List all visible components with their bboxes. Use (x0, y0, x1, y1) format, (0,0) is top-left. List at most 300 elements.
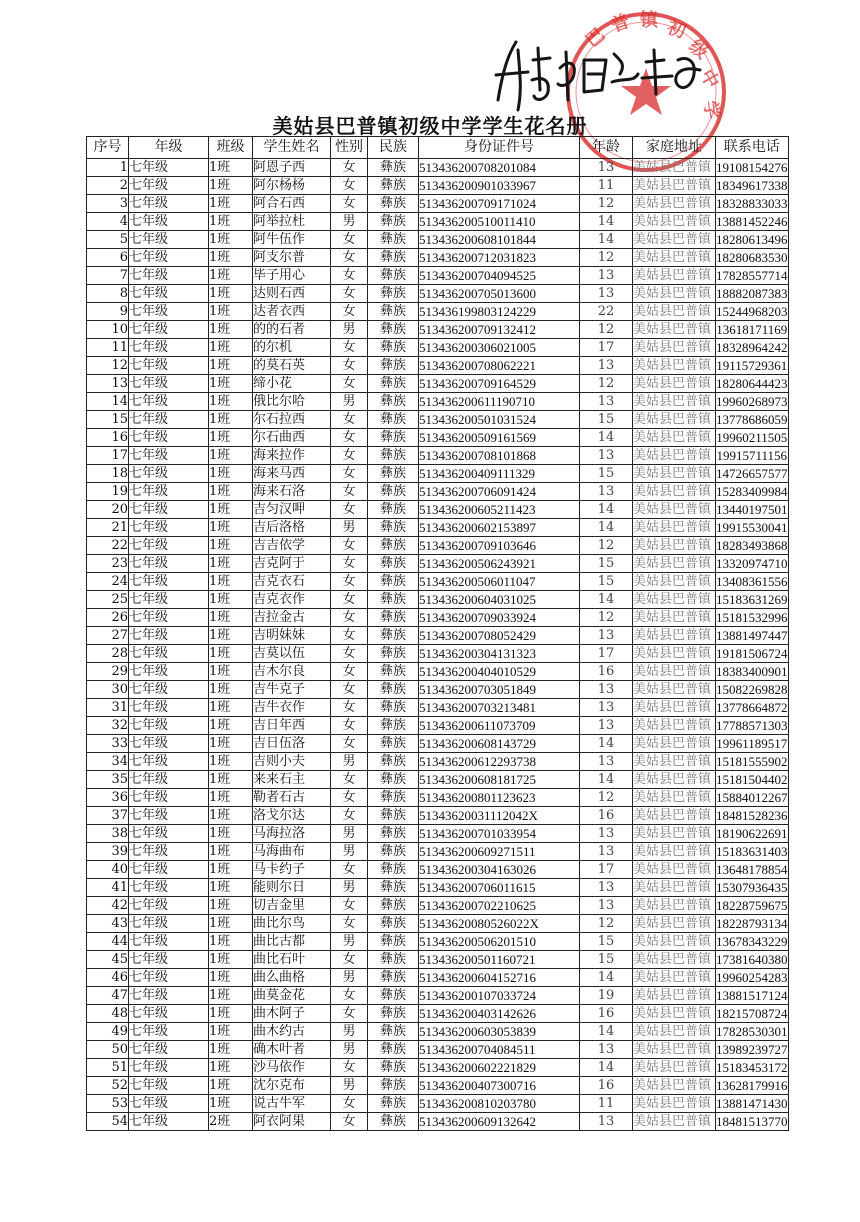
age-cell: 13 (580, 825, 633, 843)
phone-cell: 19181506724 (716, 646, 788, 661)
table-row (87, 411, 789, 429)
class-cell: 1班 (209, 321, 253, 339)
age-cell: 16 (580, 663, 633, 681)
id-number-cell: 513436200709171024 (419, 195, 580, 213)
table-row (87, 735, 789, 753)
home-address-cell: 美姑县巴普镇 (633, 1041, 716, 1059)
ethnicity-cell: 彝族 (368, 627, 419, 645)
sex-cell: 女 (331, 573, 368, 591)
row-number: 11 (87, 339, 129, 357)
home-address-cell: 美姑县巴普镇 (633, 519, 716, 537)
table-row (87, 645, 789, 663)
table-row (87, 879, 789, 897)
student-name-cell: 的尔机 (253, 339, 331, 357)
handwritten-signature (488, 30, 708, 120)
class-cell: 1班 (209, 987, 253, 1005)
student-name-cell: 吉牛衣作 (253, 699, 331, 717)
grade-cell: 七年级 (129, 357, 209, 375)
row-number: 10 (87, 321, 129, 339)
row-number: 39 (87, 843, 129, 861)
grade-cell: 七年级 (129, 1077, 209, 1095)
row-number: 34 (87, 753, 129, 771)
ethnicity-cell: 彝族 (368, 591, 419, 609)
sex-cell: 女 (331, 717, 368, 735)
phone-cell: 15244968203 (716, 304, 788, 319)
grade-cell: 七年级 (129, 969, 209, 987)
table-row (87, 1095, 789, 1113)
class-cell: 1班 (209, 1077, 253, 1095)
home-address-cell: 美姑县巴普镇 (633, 591, 716, 609)
student-name-cell: 阿牛伍作 (253, 231, 331, 249)
grade-cell: 七年级 (129, 1041, 209, 1059)
id-number-cell: 513436200706011615 (419, 879, 580, 897)
grade-cell: 七年级 (129, 411, 209, 429)
ethnicity-cell: 彝族 (368, 753, 419, 771)
student-name-cell: 缔小花 (253, 375, 331, 393)
grade-cell: 七年级 (129, 573, 209, 591)
ethnicity-cell: 彝族 (368, 1041, 419, 1059)
svg-text:巴: 巴 (581, 24, 610, 52)
table-row (87, 627, 789, 645)
table-body (87, 159, 789, 1131)
student-name-cell: 吉莫以伍 (253, 645, 331, 663)
age-cell: 13 (580, 897, 633, 915)
home-address-cell: 美姑县巴普镇 (633, 735, 716, 753)
student-name-cell: 切吉金里 (253, 897, 331, 915)
class-cell: 1班 (209, 375, 253, 393)
table-row (87, 285, 789, 303)
ethnicity-cell: 彝族 (368, 411, 419, 429)
row-number: 20 (87, 501, 129, 519)
row-number: 30 (87, 681, 129, 699)
student-name-cell: 毕子用心 (253, 267, 331, 285)
table-row (87, 555, 789, 573)
class-cell: 1班 (209, 519, 253, 537)
row-number: 15 (87, 411, 129, 429)
home-address-cell: 美姑县巴普镇 (633, 465, 716, 483)
id-number-cell: 513436200506243921 (419, 555, 580, 573)
row-number: 5 (87, 231, 129, 249)
student-name-cell: 吉则小夫 (253, 753, 331, 771)
sex-cell: 女 (331, 537, 368, 555)
row-number: 44 (87, 933, 129, 951)
phone-cell: 13320974710 (716, 556, 788, 571)
sex-cell: 女 (331, 1113, 368, 1131)
ethnicity-cell: 彝族 (368, 897, 419, 915)
table-row (87, 231, 789, 249)
id-number-cell: 513436200611190710 (419, 393, 580, 411)
home-address-cell: 美姑县巴普镇 (633, 231, 716, 249)
ethnicity-cell: 彝族 (368, 663, 419, 681)
row-number: 32 (87, 717, 129, 735)
home-address-cell: 美姑县巴普镇 (633, 213, 716, 231)
grade-cell: 七年级 (129, 987, 209, 1005)
student-name-cell: 吉木尔良 (253, 663, 331, 681)
table-row (87, 465, 789, 483)
ethnicity-cell: 彝族 (368, 1023, 419, 1041)
id-number-cell: 513436200708101868 (419, 447, 580, 465)
phone-cell: 18190622691 (716, 826, 788, 841)
student-name-cell: 曲么曲格 (253, 969, 331, 987)
ethnicity-cell: 彝族 (368, 1095, 419, 1113)
ethnicity-cell: 彝族 (368, 573, 419, 591)
age-cell: 12 (580, 195, 633, 213)
row-number: 23 (87, 555, 129, 573)
class-cell: 1班 (209, 663, 253, 681)
column-header: 家庭地址 (633, 137, 716, 159)
home-address-cell: 美姑县巴普镇 (633, 285, 716, 303)
ethnicity-cell: 彝族 (368, 267, 419, 285)
home-address-cell: 美姑县巴普镇 (633, 825, 716, 843)
row-number: 7 (87, 267, 129, 285)
student-name-cell: 阿支尔普 (253, 249, 331, 267)
class-cell: 1班 (209, 933, 253, 951)
home-address-cell: 美姑县巴普镇 (633, 483, 716, 501)
age-cell: 12 (580, 375, 633, 393)
student-name-cell: 尔石曲西 (253, 429, 331, 447)
id-number-cell: 513436200605211423 (419, 501, 580, 519)
sex-cell: 女 (331, 447, 368, 465)
age-cell: 13 (580, 717, 633, 735)
student-name-cell: 曲比石叶 (253, 951, 331, 969)
id-number-cell: 513436200705013600 (419, 285, 580, 303)
table-row (87, 303, 789, 321)
age-cell: 12 (580, 249, 633, 267)
home-address-cell: 美姑县巴普镇 (633, 195, 716, 213)
ethnicity-cell: 彝族 (368, 609, 419, 627)
row-number: 53 (87, 1095, 129, 1113)
student-name-cell: 吉克阿于 (253, 555, 331, 573)
id-number-cell: 513436200602221829 (419, 1059, 580, 1077)
sex-cell: 男 (331, 879, 368, 897)
student-name-cell: 马海曲布 (253, 843, 331, 861)
grade-cell: 七年级 (129, 951, 209, 969)
table-row (87, 1077, 789, 1095)
sex-cell: 女 (331, 627, 368, 645)
ethnicity-cell: 彝族 (368, 249, 419, 267)
table-row (87, 591, 789, 609)
row-number: 28 (87, 645, 129, 663)
class-cell: 1班 (209, 465, 253, 483)
id-number-cell: 513436200703051849 (419, 681, 580, 699)
sex-cell: 男 (331, 825, 368, 843)
class-cell: 1班 (209, 681, 253, 699)
grade-cell: 七年级 (129, 393, 209, 411)
phone-cell: 18280683530 (716, 250, 788, 265)
ethnicity-cell: 彝族 (368, 969, 419, 987)
class-cell: 1班 (209, 411, 253, 429)
student-name-cell: 洛戈尔达 (253, 807, 331, 825)
home-address-cell: 美姑县巴普镇 (633, 699, 716, 717)
ethnicity-cell: 彝族 (368, 717, 419, 735)
ethnicity-cell: 彝族 (368, 213, 419, 231)
id-number-cell: 513436200510011410 (419, 213, 580, 231)
phone-cell: 13881471430 (716, 1096, 788, 1111)
class-cell: 1班 (209, 573, 253, 591)
home-address-cell: 美姑县巴普镇 (633, 267, 716, 285)
table-row (87, 897, 789, 915)
grade-cell: 七年级 (129, 249, 209, 267)
phone-cell: 15283409984 (716, 484, 788, 499)
row-number: 51 (87, 1059, 129, 1077)
phone-cell: 13628179916 (716, 1078, 788, 1093)
sex-cell: 女 (331, 375, 368, 393)
home-address-cell: 美姑县巴普镇 (633, 987, 716, 1005)
student-roster-table (86, 136, 789, 1131)
id-number-cell: 513436200702210625 (419, 897, 580, 915)
home-address-cell: 美姑县巴普镇 (633, 321, 716, 339)
class-cell: 1班 (209, 627, 253, 645)
row-number: 9 (87, 303, 129, 321)
home-address-cell: 美姑县巴普镇 (633, 177, 716, 195)
row-number: 35 (87, 771, 129, 789)
table-row (87, 1113, 789, 1131)
ethnicity-cell: 彝族 (368, 321, 419, 339)
age-cell: 14 (580, 231, 633, 249)
student-name-cell: 海来马西 (253, 465, 331, 483)
phone-cell: 13881497447 (716, 628, 788, 643)
table-row (87, 933, 789, 951)
svg-text:中: 中 (695, 66, 723, 93)
ethnicity-cell: 彝族 (368, 951, 419, 969)
table-row (87, 861, 789, 879)
id-number-cell: 513436200801123623 (419, 789, 580, 807)
class-cell: 1班 (209, 897, 253, 915)
ethnicity-cell: 彝族 (368, 465, 419, 483)
grade-cell: 七年级 (129, 645, 209, 663)
class-cell: 1班 (209, 393, 253, 411)
student-name-cell: 吉吉依学 (253, 537, 331, 555)
sex-cell: 男 (331, 969, 368, 987)
class-cell: 1班 (209, 195, 253, 213)
home-address-cell: 美姑县巴普镇 (633, 753, 716, 771)
svg-text:初: 初 (664, 16, 689, 43)
sex-cell: 女 (331, 1095, 368, 1113)
phone-cell: 13881452246 (716, 214, 788, 229)
student-name-cell: 阿衣阿果 (253, 1113, 331, 1131)
column-header: 年级 (129, 137, 209, 159)
phone-cell: 18383400901 (716, 664, 788, 679)
student-name-cell: 说古牛军 (253, 1095, 331, 1113)
grade-cell: 七年级 (129, 663, 209, 681)
home-address-cell: 美姑县巴普镇 (633, 249, 716, 267)
age-cell: 14 (580, 429, 633, 447)
class-cell: 1班 (209, 1041, 253, 1059)
table-row (87, 807, 789, 825)
home-address-cell: 美姑县巴普镇 (633, 879, 716, 897)
phone-cell: 13881517124 (716, 988, 788, 1003)
row-number: 8 (87, 285, 129, 303)
sex-cell: 女 (331, 645, 368, 663)
ethnicity-cell: 彝族 (368, 483, 419, 501)
table-row (87, 789, 789, 807)
home-address-cell: 美姑县巴普镇 (633, 1005, 716, 1023)
phone-cell: 18328964242 (716, 340, 788, 355)
class-cell: 1班 (209, 753, 253, 771)
id-number-cell: 513436200501031524 (419, 411, 580, 429)
id-number-cell: 513436200704084511 (419, 1041, 580, 1059)
sex-cell: 男 (331, 393, 368, 411)
grade-cell: 七年级 (129, 699, 209, 717)
ethnicity-cell: 彝族 (368, 1113, 419, 1131)
phone-cell: 15181532996 (716, 610, 788, 625)
sex-cell: 男 (331, 519, 368, 537)
student-name-cell: 阿合石西 (253, 195, 331, 213)
home-address-cell: 美姑县巴普镇 (633, 537, 716, 555)
table-row (87, 915, 789, 933)
ethnicity-cell: 彝族 (368, 843, 419, 861)
class-cell: 1班 (209, 483, 253, 501)
sex-cell: 女 (331, 591, 368, 609)
sex-cell: 女 (331, 357, 368, 375)
home-address-cell: 美姑县巴普镇 (633, 375, 716, 393)
row-number: 46 (87, 969, 129, 987)
grade-cell: 七年级 (129, 159, 209, 177)
class-cell: 1班 (209, 645, 253, 663)
age-cell: 13 (580, 357, 633, 375)
grade-cell: 七年级 (129, 231, 209, 249)
student-name-cell: 勒者石古 (253, 789, 331, 807)
grade-cell: 七年级 (129, 933, 209, 951)
id-number-cell: 513436200306021005 (419, 339, 580, 357)
class-cell: 1班 (209, 771, 253, 789)
sex-cell: 女 (331, 735, 368, 753)
sex-cell: 女 (331, 465, 368, 483)
grade-cell: 七年级 (129, 213, 209, 231)
age-cell: 12 (580, 609, 633, 627)
home-address-cell: 美姑县巴普镇 (633, 915, 716, 933)
id-number-cell: 513436200404010529 (419, 663, 580, 681)
table-row (87, 717, 789, 735)
row-number: 13 (87, 375, 129, 393)
phone-cell: 18882087383 (716, 286, 788, 301)
table-row (87, 177, 789, 195)
age-cell: 16 (580, 807, 633, 825)
class-cell: 1班 (209, 159, 253, 177)
row-number: 31 (87, 699, 129, 717)
table-row (87, 321, 789, 339)
grade-cell: 七年级 (129, 771, 209, 789)
row-number: 38 (87, 825, 129, 843)
sex-cell: 男 (331, 1077, 368, 1095)
age-cell: 15 (580, 555, 633, 573)
svg-text:普: 普 (608, 10, 633, 37)
home-address-cell: 美姑县巴普镇 (633, 645, 716, 663)
id-number-cell: 513436200409111329 (419, 465, 580, 483)
sex-cell: 女 (331, 231, 368, 249)
phone-cell: 17828557714 (716, 268, 788, 283)
svg-text:镇: 镇 (640, 10, 658, 31)
class-cell: 1班 (209, 807, 253, 825)
column-header: 性别 (331, 137, 368, 159)
student-name-cell: 吉克衣作 (253, 591, 331, 609)
table-row (87, 771, 789, 789)
phone-cell: 17788571303 (716, 718, 788, 733)
table-row (87, 519, 789, 537)
table-row (87, 537, 789, 555)
table-row (87, 699, 789, 717)
age-cell: 13 (580, 681, 633, 699)
id-number-cell: 513436200609271511 (419, 843, 580, 861)
sex-cell: 女 (331, 897, 368, 915)
grade-cell: 七年级 (129, 519, 209, 537)
age-cell: 15 (580, 411, 633, 429)
class-cell: 1班 (209, 267, 253, 285)
home-address-cell: 美姑县巴普镇 (633, 771, 716, 789)
age-cell: 16 (580, 1005, 633, 1023)
age-cell: 14 (580, 1023, 633, 1041)
ethnicity-cell: 彝族 (368, 861, 419, 879)
id-number-cell: 513436200603053839 (419, 1023, 580, 1041)
column-header: 民族 (368, 137, 419, 159)
home-address-cell: 美姑县巴普镇 (633, 447, 716, 465)
row-number: 12 (87, 357, 129, 375)
ethnicity-cell: 彝族 (368, 681, 419, 699)
table-row (87, 339, 789, 357)
student-name-cell: 尔石拉西 (253, 411, 331, 429)
row-number: 6 (87, 249, 129, 267)
sex-cell: 女 (331, 987, 368, 1005)
grade-cell: 七年级 (129, 501, 209, 519)
ethnicity-cell: 彝族 (368, 501, 419, 519)
home-address-cell: 美姑县巴普镇 (633, 609, 716, 627)
id-number-cell: 513436200708062221 (419, 357, 580, 375)
class-cell: 1班 (209, 735, 253, 753)
phone-cell: 15181555902 (716, 754, 788, 769)
sex-cell: 女 (331, 1059, 368, 1077)
class-cell: 1班 (209, 789, 253, 807)
home-address-cell: 美姑县巴普镇 (633, 897, 716, 915)
table-row (87, 357, 789, 375)
class-cell: 1班 (209, 861, 253, 879)
home-address-cell: 美姑县巴普镇 (633, 1059, 716, 1077)
grade-cell: 七年级 (129, 267, 209, 285)
phone-cell: 18349617338 (716, 178, 788, 193)
id-number-cell: 513436200709033924 (419, 609, 580, 627)
class-cell: 1班 (209, 231, 253, 249)
student-name-cell: 海来拉作 (253, 447, 331, 465)
grade-cell: 七年级 (129, 375, 209, 393)
grade-cell: 七年级 (129, 1005, 209, 1023)
grade-cell: 七年级 (129, 915, 209, 933)
student-name-cell: 来来石主 (253, 771, 331, 789)
home-address-cell: 美姑县巴普镇 (633, 717, 716, 735)
age-cell: 22 (580, 303, 633, 321)
phone-cell: 19960211505 (716, 430, 788, 445)
phone-cell: 18228793134 (716, 916, 788, 931)
row-number: 2 (87, 177, 129, 195)
row-number: 47 (87, 987, 129, 1005)
student-name-cell: 阿恩子西 (253, 159, 331, 177)
grade-cell: 七年级 (129, 807, 209, 825)
id-number-cell: 51343620031112042X (419, 807, 580, 825)
class-cell: 1班 (209, 717, 253, 735)
age-cell: 12 (580, 321, 633, 339)
row-number: 18 (87, 465, 129, 483)
column-header: 身份证件号 (419, 137, 580, 159)
student-name-cell: 沙马依作 (253, 1059, 331, 1077)
grade-cell: 七年级 (129, 303, 209, 321)
grade-cell: 七年级 (129, 681, 209, 699)
student-name-cell: 沈尔克布 (253, 1077, 331, 1095)
student-name-cell: 吉后洛格 (253, 519, 331, 537)
grade-cell: 七年级 (129, 483, 209, 501)
ethnicity-cell: 彝族 (368, 159, 419, 177)
ethnicity-cell: 彝族 (368, 1077, 419, 1095)
phone-cell: 14726657577 (716, 466, 788, 481)
age-cell: 12 (580, 789, 633, 807)
student-name-cell: 的莫石英 (253, 357, 331, 375)
